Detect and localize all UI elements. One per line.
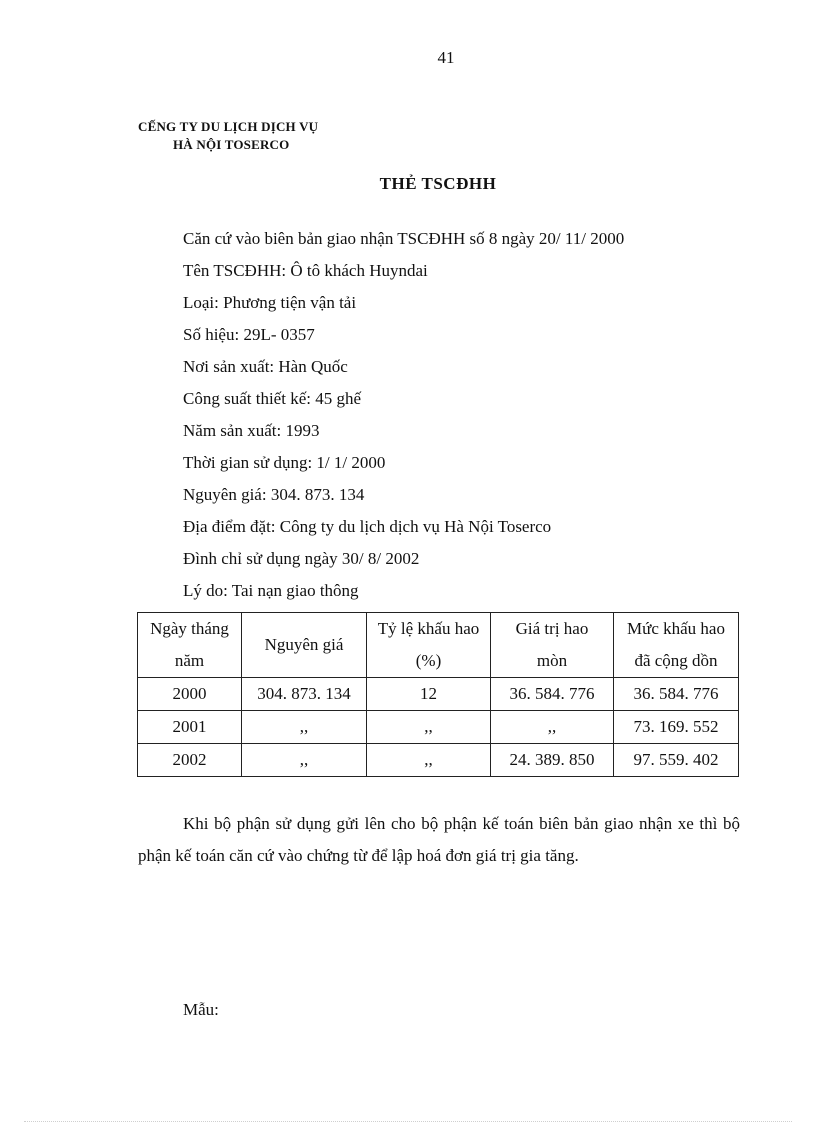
cell-wear-value: ,, — [491, 711, 614, 744]
asset-fields — [183, 226, 624, 610]
cell-original-cost: 304. 873. 134 — [242, 678, 367, 711]
cell-rate: ,, — [367, 744, 491, 777]
field-category: Loại: Phương tiện vận tải — [183, 293, 357, 312]
cell-wear-value: 36. 584. 776 — [491, 678, 614, 711]
cell-rate: 12 — [367, 678, 491, 711]
field-suspension-date: Đình chỉ sử dụng ngày 30/ 8/ 2002 — [183, 549, 420, 568]
paragraph-text: Khi bộ phận sử dụng gửi lên cho bộ phận kế toán biên bản giao nhận xe thì bộ phận kế toán căn cứ vào chứng từ để lập hoá đơn giá trị gia tăng. — [138, 814, 740, 865]
depreciation-table — [137, 612, 739, 777]
field-location: Địa điểm đặt: Công ty du lịch dịch vụ Hà Nội Toserco — [183, 517, 552, 536]
field-reason: Lý do: Tai nạn giao thông — [183, 581, 359, 600]
cell-rate: ,, — [367, 711, 491, 744]
cell-year: 2002 — [138, 744, 242, 777]
field-origin: Nơi sản xuất: Hàn Quốc — [183, 357, 348, 376]
cell-original-cost: ,, — [242, 744, 367, 777]
field-usage-start: Thời gian sử dụng: 1/ 1/ 2000 — [183, 453, 386, 472]
cell-accumulated: 36. 584. 776 — [614, 678, 739, 711]
table-header-row — [138, 613, 739, 678]
cell-accumulated: 73. 169. 552 — [614, 711, 739, 744]
header-date: Ngày tháng năm — [138, 613, 242, 678]
field-year: Năm sản xuất: 1993 — [183, 421, 320, 440]
cell-year: 2001 — [138, 711, 242, 744]
field-capacity: Công suất thiết kế: 45 ghế — [183, 389, 362, 408]
field-serial: Số hiệu: 29L- 0357 — [183, 325, 315, 344]
company-name-line2: HÀ NỘI TOSERCO — [173, 137, 290, 152]
header-original-cost: Nguyên giá — [242, 613, 367, 678]
field-basis: Căn cứ vào biên bản giao nhận TSCĐHH số 8 ngày 20/ 11/ 2000 — [183, 229, 625, 248]
table-row — [138, 744, 739, 777]
company-header — [138, 118, 318, 154]
table-row — [138, 711, 739, 744]
page-number: 41 — [437, 48, 455, 67]
header-depreciation-rate: Tỷ lệ khấu hao (%) — [367, 613, 491, 678]
table-row — [138, 678, 739, 711]
cell-accumulated: 97. 559. 402 — [614, 744, 739, 777]
cell-original-cost: ,, — [242, 711, 367, 744]
header-accumulated-depreciation: Mức khấu hao đã cộng dồn — [614, 613, 739, 678]
body-paragraph — [138, 808, 740, 872]
field-asset-name: Tên TSCĐHH: Ô tô khách Huyndai — [183, 261, 428, 280]
page-bottom-rule — [24, 1121, 792, 1122]
cell-year: 2000 — [138, 678, 242, 711]
company-name-line1: CẾNG TY DU LỊCH DỊCH VỤ — [138, 119, 319, 134]
cell-wear-value: 24. 389. 850 — [491, 744, 614, 777]
header-wear-value: Giá trị hao mòn — [491, 613, 614, 678]
sample-label: Mẫu: — [183, 1000, 219, 1019]
field-original-cost: Nguyên giá: 304. 873. 134 — [183, 485, 365, 504]
document-title: THẺ TSCĐHH — [379, 174, 497, 193]
